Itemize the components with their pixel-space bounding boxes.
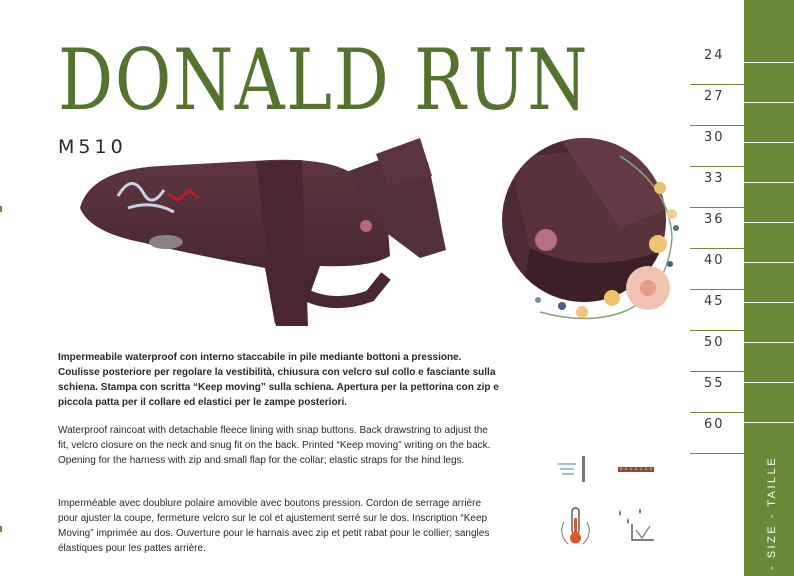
band-line <box>744 102 794 103</box>
band-line <box>744 382 794 383</box>
size-row <box>690 249 744 290</box>
size-value: 27 <box>704 89 725 104</box>
band-line <box>744 222 794 223</box>
size-row <box>690 290 744 331</box>
band-line <box>744 182 794 183</box>
left-edge-ticks <box>0 0 2 576</box>
band-line <box>744 62 794 63</box>
description-italian: Impermeabile waterproof con interno staccabile in pile mediante bottoni a pressione. Coulisse posteriore per regolare la vestibilità, chiusura con velcro sul collo e fasciante sulla schiena. Stampa con scritta “Keep moving” sulla schiena. Apertura per la pettorina con zip e piccola patta per il collare ed elastici per le zampe posteriori. <box>58 352 499 408</box>
edge-tick <box>0 206 2 212</box>
size-value: 33 <box>704 171 725 186</box>
size-row <box>690 44 744 85</box>
edge-tick <box>0 526 2 532</box>
size-row <box>690 413 744 454</box>
size-row <box>690 85 744 126</box>
description-english: Waterproof raincoat with detachable fleece lining with snap buttons. Back drawstring to adjust the fit, velcro closure on the neck and snug fit on the back. Printed “Keep moving” writing on the back. Opening for the harness with zip and small flap for the collar; elastic straps for the hind legs. <box>58 425 491 466</box>
size-value: 40 <box>704 253 725 268</box>
band-line <box>744 302 794 303</box>
band-line <box>744 142 794 143</box>
water-drops-icon <box>614 504 656 548</box>
size-row <box>690 126 744 167</box>
product-title: DONALD RUN <box>58 31 590 129</box>
size-value: 60 <box>704 417 725 432</box>
fabric-detail-image <box>500 128 690 328</box>
thermometer-icon <box>558 504 594 548</box>
product-code: M510 <box>58 136 127 158</box>
size-value: 36 <box>704 212 725 227</box>
wind-icon <box>556 452 590 486</box>
size-scale <box>690 44 744 454</box>
size-row <box>690 372 744 413</box>
size-value: 50 <box>704 335 725 350</box>
band-line <box>744 422 794 423</box>
size-value: 55 <box>704 376 725 391</box>
size-row <box>690 331 744 372</box>
size-value: 45 <box>704 294 725 309</box>
raincoat-product-image <box>70 136 465 331</box>
size-value: 30 <box>704 130 725 145</box>
band-line <box>744 262 794 263</box>
size-row <box>690 167 744 208</box>
reflective-strip-icon <box>616 464 656 476</box>
size-value: 24 <box>704 48 725 63</box>
description-french: Imperméable avec doublure polaire amovible avec boutons pression. Cordon de serrage arrière pour ajuster la coupe, fermeture velcro sur le col et ajustement serré sur le dos. Inscription “Keep Moving” imprimée au dos. Ouverture pour le harnais avec zip et petit rabat pour le collier; sangles élastiques pour les pattes arrière. <box>58 498 490 554</box>
feature-icons <box>556 452 656 552</box>
band-line <box>744 342 794 343</box>
size-row <box>690 208 744 249</box>
size-band-label: - SIZE - TAILLE <box>766 455 778 570</box>
